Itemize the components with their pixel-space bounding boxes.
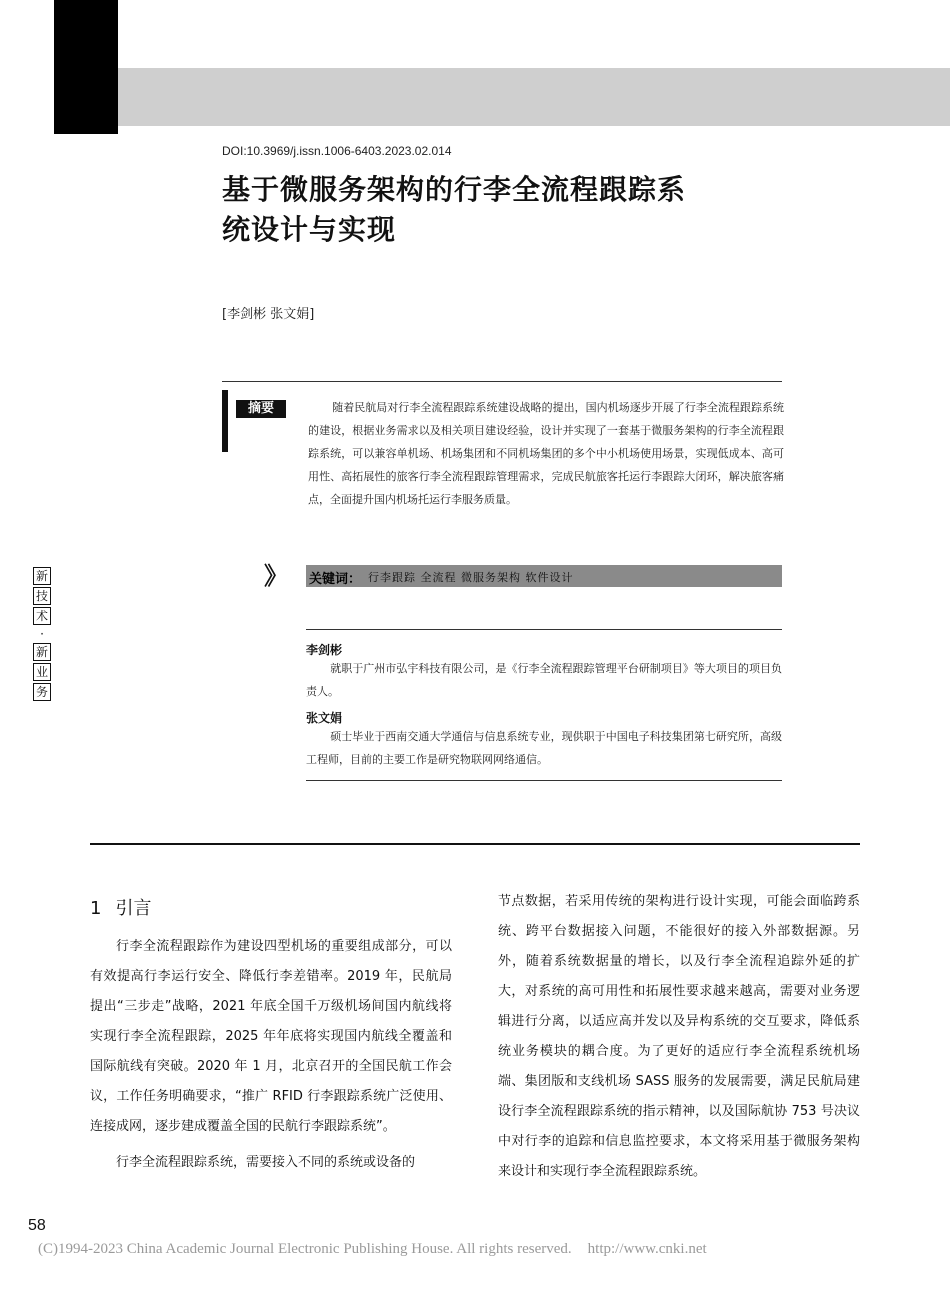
side-column-label: [33, 567, 51, 703]
footer: [38, 1241, 707, 1258]
side-char: 术: [33, 607, 51, 625]
doi: DOI:10.3969/j.issn.1006-6403.2023.02.014: [222, 144, 452, 158]
page-number: 58: [28, 1217, 46, 1234]
keywords-label: 关键词：: [309, 572, 362, 587]
section-title: 引言: [115, 898, 152, 919]
header-black-block: [54, 0, 118, 134]
body-right-column: [498, 887, 860, 1187]
abstract-top-rule: [222, 381, 782, 382]
paragraph: 行李全流程跟踪系统，需要接入不同的系统或设备的: [116, 1155, 416, 1170]
abstract-label: 摘要: [236, 400, 286, 418]
bio-name-1: 李剑彬: [306, 643, 343, 657]
body-left-column: [90, 932, 452, 1178]
abstract-text: 随着民航局对行李全流程跟踪系统建设战略的提出，国内机场逐步开展了行李全流程跟踪系统的建设，根据业务需求以及相关项目建设经验，设计并实现了一套基于微服务架构的行李全流程跟踪系统，可以兼容单机场、机场集团和不同机场集团的多个中小机场使用场景，实现低成本、高可用性、高拓展性的旅客行李全流程跟踪管理需求，完成民航旅客托运行李跟踪大闭环，解决旅客痛点，全面提升国内机场托运行李服务质量。: [308, 401, 784, 506]
side-dot: ·: [40, 627, 44, 641]
footer-url[interactable]: http://www.cnki.net: [587, 1241, 707, 1257]
side-char: 技: [33, 587, 51, 605]
bio-text-1: 就职于广州市弘宇科技有限公司，是《行李全流程跟踪管理平台研制项目》等大项目的项目负责人。: [306, 662, 782, 698]
keywords-text: 行李跟踪 全流程 微服务架构 软件设计: [368, 571, 574, 584]
paragraph: 行李全流程跟踪作为建设四型机场的重要组成部分，可以有效提高行李运行安全、降低行李差错率。2019 年，民航局提出“三步走”战略，2021 年底全国千万级机场间国内航线将实现行李全流程跟踪，2025 年年底将实现国内航线全覆盖和国际航线有突破。2020 年 1 月，北京召开的全国民航工作会议，工作任务明确要求，“推广 RFID 行李跟踪系统广泛使用、连接成网，逐步建成覆盖全国的民航行李跟踪系统”。: [90, 939, 452, 1134]
authors: [李剑彬 张文娟]: [222, 307, 315, 322]
side-char: 业: [33, 663, 51, 681]
title-line-2: 统设计与实现: [222, 213, 397, 246]
side-char: 新: [33, 643, 51, 661]
bio-top-rule: [306, 629, 782, 630]
title-line-1: 基于微服务架构的行李全流程跟踪系: [222, 173, 687, 206]
footer-copyright: (C)1994-2023 China Academic Journal Electronic Publishing House. All rights reserved.: [38, 1241, 572, 1257]
bio-text-2: 硕士毕业于西南交通大学通信与信息系统专业，现供职于中国电子科技集团第七研究所，高级工程师，目前的主要工作是研究物联网网络通信。: [306, 730, 782, 766]
side-char: 新: [33, 567, 51, 585]
section-number: 1: [90, 898, 102, 919]
article-title: [222, 170, 782, 250]
bio-bottom-rule: [306, 780, 782, 781]
bio-name-2: 张文娟: [306, 711, 343, 725]
header-gray-band: [118, 68, 950, 126]
chevron-right-icon: 》: [264, 562, 288, 590]
side-char: 务: [33, 683, 51, 701]
paragraph: 节点数据，若采用传统的架构进行设计实现，可能会面临跨系统、跨平台数据接入问题，不能很好的接入外部数据源。另外，随着系统数据量的增长，以及行李全流程追踪外延的扩大，对系统的高可用性和拓展性要求越来越高，需要对业务逻辑进行分离，以适应高并发以及异构系统的交互要求，降低系统业务模块的耦合度。为了更好的适应行李全流程系统机场端、集团版和支线机场 SASS 服务的发展需要，满足民航局建设行李全流程跟踪系统的指示精神，以及国际航协 753 号决议中对行李的追踪和信息监控要求，本文将采用基于微服务架构来设计和实现行李全流程跟踪系统。: [498, 894, 860, 1179]
body-top-rule: [90, 843, 860, 845]
section-heading: [90, 894, 151, 920]
abstract-side-bar: [222, 390, 228, 452]
